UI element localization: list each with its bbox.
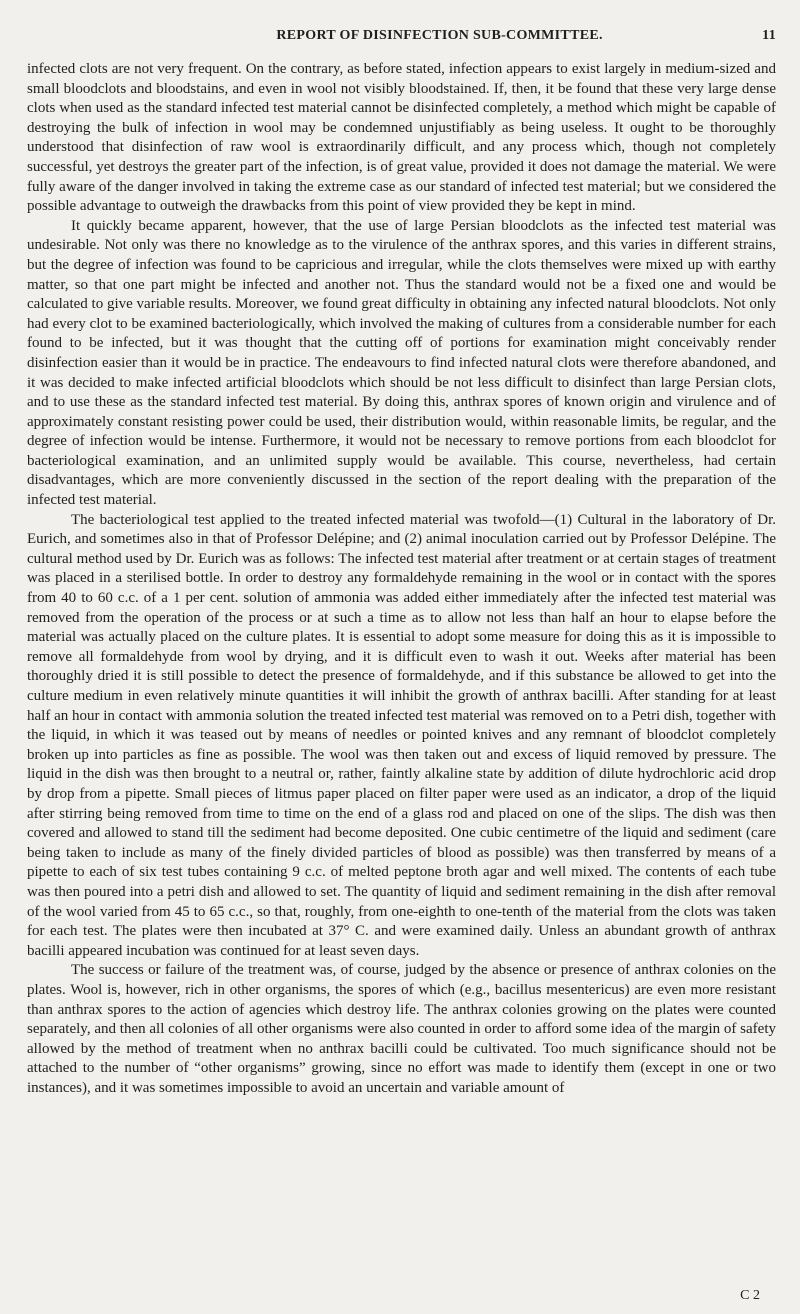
paragraph: The success or failure of the treatment was, of course, judged by the absence or presence of anthrax colonies on the plates. Wool is, however, rich in other organisms, the spores of which (e.g., bacillus mesentericus) are even more resistant than anthrax spores to the action of agencies which destroy life. The anthrax colonies growing on the plates were counted separately, and then all colonies of all other organisms were also counted in order to afford some idea of the margin of safety allowed by the method of treatment when no anthrax bacilli could be cultivated. Too much significance should not be attached to the number of “other organisms” growing, since no effort was made to identify them (except in one or two instances), and it was sometimes impossible to avoid an uncertain and variable amount of bbox=[27, 962, 776, 1096]
running-header bbox=[27, 28, 776, 44]
signature-mark: C 2 bbox=[740, 1288, 760, 1303]
paragraph: The bacteriological test applied to the treated infected material was twofold—(1) Cultural in the laboratory of Dr. Eurich, and sometimes also in that of Professor Delépine; and (2) animal inoculation carried out by Professor Delépine. The cultural method used by Dr. Eurich was as follows: The infected test material after treatment or at certain stages of treatment was placed in a sterilised bottle. In order to destroy any formaldehyde remaining in the wool or in contact with the spores from 40 to 60 c.c. of a 1 per cent. solution of ammonia was added either immediately after the infected test material was removed from the operation of the process or at such a time as to allow not less than half an hour to elapse before the material was actually placed on the culture plates. It is essential to adopt some measure for doing this as it is impossible to remove all formaldehyde from wool by drying, and it is difficult even to wash it out. Weeks after material has been thoroughly dried it is still possible to detect the presence of formaldehyde, and if this substance be allowed to get into the culture medium in even relatively minute quantities it will inhibit the growth of anthrax bacilli. After standing for at least half an hour in contact with ammonia solution the treated infected test material was removed on to a Petri dish, together with the liquid, in which it was teased out by means of needles or pointed knives and any remnant of bloodclot completely broken up into particles as fine as possible. The wool was then taken out and excess of liquid removed by pressure. The liquid in the dish was then brought to a neutral or, rather, faintly alkaline state by addition of dilute hydrochloric acid drop by drop from a pipette. Small pieces of litmus paper placed on filter paper were used as an indicator, a drop of the liquid after stirring being removed from time to time on the end of a glass rod and placed on one of the slips. The dish was then covered and allowed to stand till the sediment had become deposited. One cubic centimetre of the liquid and sediment (care being taken to include as many of the finely divided particles of blood as possible) was then transferred by means of a pipette to each of six test tubes containing 9 c.c. of melted peptone broth agar and well mixed. The contents of each tube was then poured into a petri dish and allowed to set. The quantity of liquid and sediment remaining in the dish after removal of the wool varied from 45 to 65 c.c., so that, roughly, from one-eighth to one-tenth of the material from the clots was taken for each test. The plates were then incubated at 37° C. and were examined daily. Unless an abundant growth of anthrax bacilli appeared incubation was continued for at least seven days. bbox=[27, 511, 776, 959]
page-number: 11 bbox=[762, 28, 776, 43]
paragraph: It quickly became apparent, however, that the use of large Persian bloodclots as the infected test material was undesirable. Not only was there no knowledge as to the virulence of the anthrax spores, and this varies in different strains, but the degree of infection was found to be capricious and irregular, while the clots themselves were mixed up with earthy matter, so that one part might be infected and another not. Thus the standard would not be a fixed one and would be calculated to give variable results. Moreover, we found great difficulty in obtaining any infected natural bloodclots. Not only had every clot to be examined bacteriologically, which involved the making of cultures from a considerable number for each found to be infected, but it was thought that the cutting off of portions for examination might conceivably render disinfection easier than it would be in practice. The endeavours to find infected natural clots were therefore abandoned, and it was decided to make infected artificial bloodclots which should be not less difficult to disinfect than large Persian clots, and to use these as the standard infected test material. By doing this, anthrax spores of known origin and virulence and of approximately constant resisting power could be used, their distribution would, within reasonable limits, be regular, and the degree of infection would be intense. Furthermore, it would not be necessary to remove portions from each bloodclot for bacteriological examination, and an unlimited supply would be available. This course, nevertheless, had certain disadvantages, which are more conveniently discussed in the section of the report dealing with the preparation of the infected test material. bbox=[27, 217, 776, 509]
paragraph: infected clots are not very frequent. On the contrary, as before stated, infection appears to exist largely in medium-sized and small bloodclots and bloodstains, and even in wool not visibly bloodstained. If, then, it be found that these very large dense clots when used as the standard infected test material cannot be disinfected completely, a method which might be capable of destroying the bulk of infection in wool may be condemned unjustifiably as being useless. It ought to be thoroughly understood that disinfection of raw wool is extraordinarily difficult, and any process which, though not completely successful, yet destroys the greater part of the infection, is of great value, provided it does not damage the material. We were fully aware of the danger involved in taking the extreme case as our standard of infected test material; but we considered the possible advantage to outweigh the drawbacks from this point of view provided they be kept in mind. bbox=[27, 61, 776, 215]
header-title: REPORT OF DISINFECTION SUB-COMMITTEE. bbox=[276, 28, 603, 43]
body-text bbox=[27, 60, 776, 1098]
